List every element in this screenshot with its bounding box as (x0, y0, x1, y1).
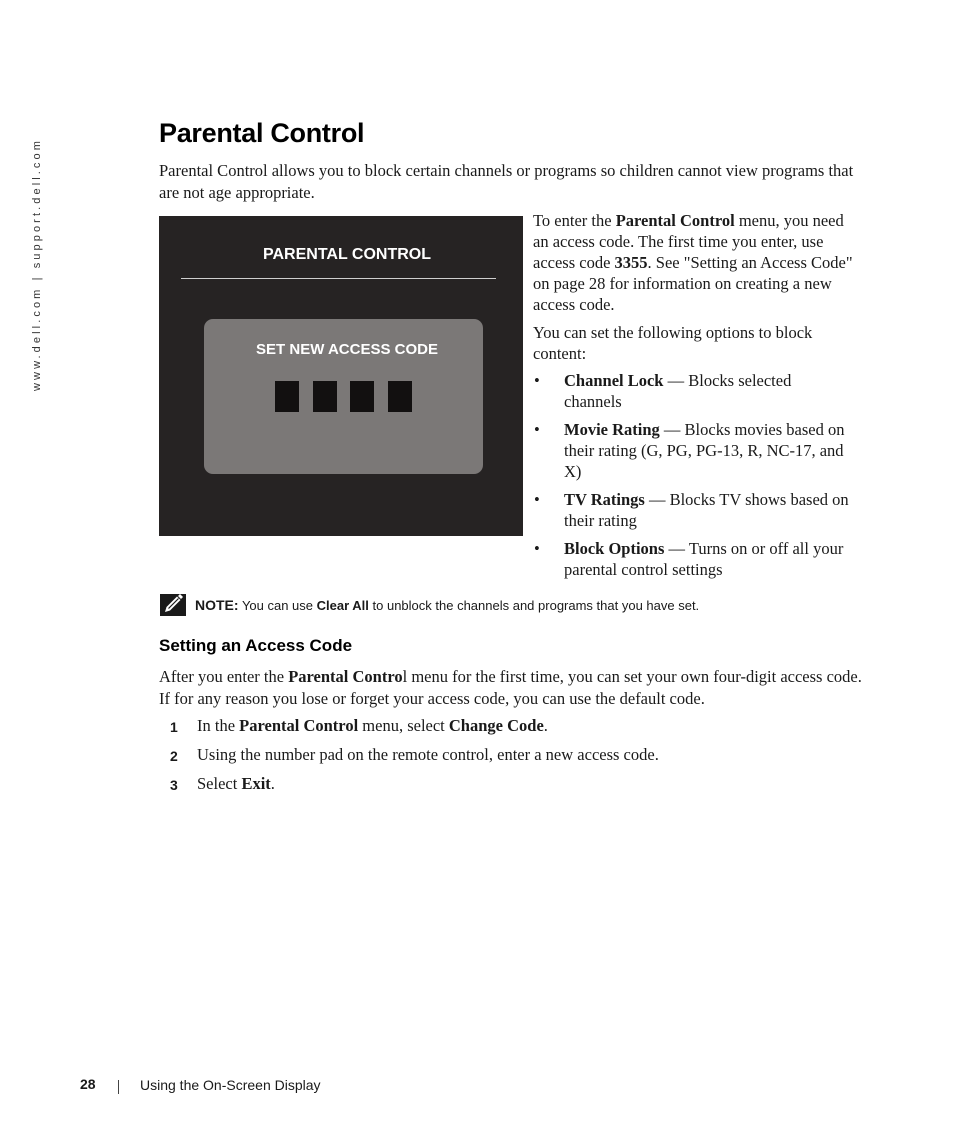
page-title: Parental Control (159, 118, 365, 148)
text-run: menu, you need an access code. The first time you enter, use access code (533, 211, 844, 272)
access-code-panel (204, 319, 483, 474)
text-run: l menu for the first time, you can set your own four-digit access code. If for any reason you lose or forget your access code, you can use the default code. (159, 667, 862, 708)
intro-paragraph: Parental Control allows you to block certain channels or programs so children cannot view programs that are not age appropriate. (159, 161, 854, 202)
change-code-emphasis: Change Code (448, 716, 544, 735)
page-footer (80, 1076, 480, 1096)
list-item: • Block Options — Turns on or off all your parental control settings (534, 539, 844, 579)
option-description: — Blocks TV shows based on their rating (564, 490, 849, 530)
access-code-paragraph (533, 210, 853, 315)
footer-divider (118, 1080, 119, 1094)
step-number: 1 (170, 719, 178, 735)
option-description: — Blocks movies based on their rating (G, PG, PG-13, R, NC-17, and X) (564, 420, 845, 481)
note (159, 593, 879, 619)
option-term: Block Options (564, 539, 665, 558)
text-run: menu, select (358, 716, 449, 735)
clear-all-emphasis: Clear All (316, 598, 369, 613)
page-number: 28 (80, 1076, 96, 1092)
menu-title: PARENTAL CONTROL (263, 246, 431, 263)
text-run: In the (197, 716, 240, 735)
exit-emphasis: Exit (241, 774, 271, 793)
list-item (159, 773, 859, 795)
option-term: TV Ratings (564, 490, 645, 509)
note-text (195, 597, 699, 613)
access-code-digit-box (275, 381, 299, 412)
text-run: To enter the (533, 211, 616, 230)
access-code-digit-box (350, 381, 374, 412)
steps-list (159, 715, 859, 802)
access-code-digit-box (388, 381, 412, 412)
menu-name-emphasis: Parental Control (239, 716, 359, 735)
access-code-digit-box (313, 381, 337, 412)
option-description: — Turns on or off all your parental control settings (564, 539, 844, 579)
text-run: After you enter the (159, 667, 289, 686)
parental-control-menu-screenshot (159, 216, 523, 536)
step-number: 2 (170, 748, 178, 764)
step-number: 3 (170, 777, 178, 793)
list-item: • TV Ratings — Blocks TV shows based on their rating (534, 490, 849, 530)
text-run: . (543, 716, 548, 735)
list-item: • Channel Lock — Blocks selected channels (534, 371, 792, 411)
text-run: Using the number pad on the remote control, enter a new access code. (197, 745, 659, 764)
text-run: You can use (238, 598, 317, 613)
default-code-emphasis: 3355 (614, 253, 648, 272)
list-item (159, 744, 859, 766)
list-item (159, 715, 859, 737)
text-run: . See "Setting an Access Code" on page 28 for information on creating a new access code. (533, 253, 853, 314)
section-paragraph (159, 666, 869, 710)
footer-section-name: Using the On-Screen Display (140, 1077, 321, 1093)
text-run: to unblock the channels and programs that you have set. (368, 598, 700, 613)
access-code-label: SET NEW ACCESS CODE (256, 341, 438, 358)
menu-name-emphasis: Parental Control (615, 211, 735, 230)
section-title: Setting an Access Code (159, 636, 353, 655)
option-term: Channel Lock (564, 371, 664, 390)
text-run: . (270, 774, 275, 793)
sidebar-url: www.dell.com | support.dell.com (31, 137, 43, 391)
menu-divider (181, 278, 496, 279)
options-list (533, 370, 853, 580)
note-label: NOTE: (195, 597, 239, 613)
options-column (533, 210, 853, 587)
options-intro: You can set the following options to block content: (533, 323, 813, 363)
option-term: Movie Rating (564, 420, 660, 439)
text-run: Select (197, 774, 242, 793)
list-item: • Movie Rating — Blocks movies based on their rating (G, PG, PG-13, R, NC-17, and X) (534, 420, 845, 481)
menu-name-emphasis: Parental Contro (288, 667, 403, 686)
option-description: — Blocks selected channels (564, 371, 792, 411)
pencil-note-icon (159, 593, 187, 617)
